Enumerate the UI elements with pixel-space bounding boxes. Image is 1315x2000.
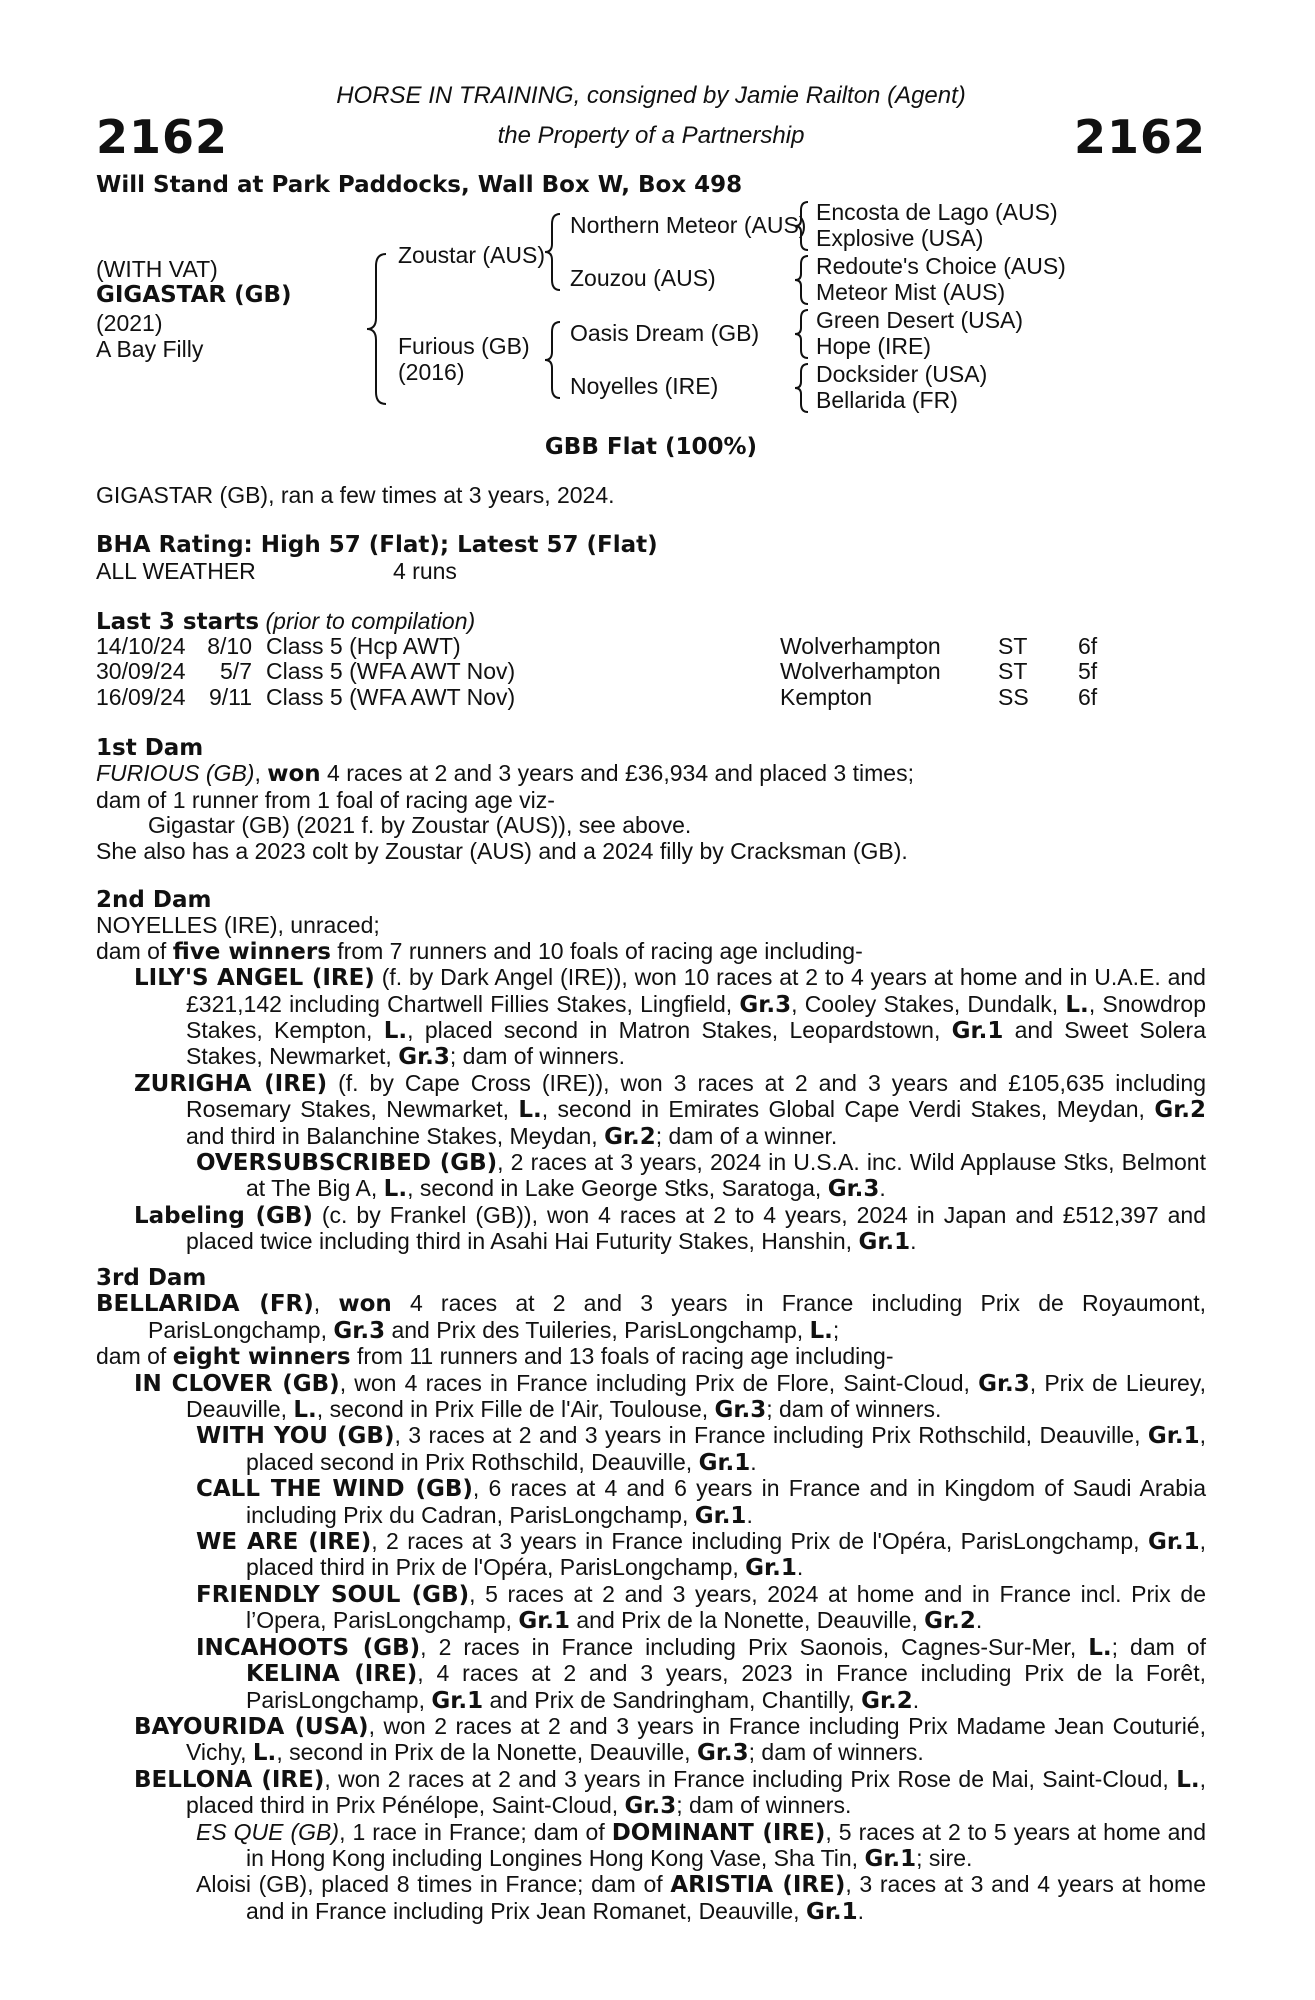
text: dam of — [96, 1343, 173, 1370]
list-item — [96, 1203, 1206, 1256]
text: . — [912, 1686, 920, 1713]
surface-runs: 4 runs — [393, 558, 457, 584]
text: , 2 races at 3 years, 2024 in U.S.A. inc. Wild Applause Stks, Belmont at The Big A, — [246, 1149, 1206, 1202]
progeny-name: ES QUE (GB) — [196, 1818, 340, 1845]
text: ; dam of a winner. — [655, 1122, 838, 1149]
first-dam-line-1: FURIOUS (GB), won 4 races at 2 and 3 years and £36,934 and placed 3 times; — [96, 760, 914, 788]
lot-number-left: 2162 — [96, 110, 229, 164]
start-distance: 6f — [1078, 683, 1098, 710]
text: ; dam of winners. — [676, 1792, 852, 1819]
grade: L. — [1176, 1766, 1200, 1793]
dam-name: Furious (GB) — [398, 333, 530, 359]
grade: L. — [252, 1740, 277, 1767]
grade: Gr.3 — [739, 991, 792, 1018]
text: and third in Balanchine Stakes, Meydan, — [186, 1122, 605, 1149]
grade: Gr.1 — [694, 1502, 747, 1529]
list-item — [96, 1635, 1206, 1714]
first-dam-line-2: dam of 1 runner from 1 foal of racing age viz- — [96, 786, 555, 813]
grade: Gr.1 — [518, 1608, 570, 1635]
start-position: 8/10 — [207, 633, 252, 659]
table-row — [96, 659, 1097, 684]
surface-label: ALL WEATHER — [96, 558, 256, 584]
grade: L. — [1088, 1634, 1112, 1661]
text: ; — [832, 1316, 840, 1343]
grade: Gr.1 — [698, 1449, 751, 1476]
progeny-name: KELINA (IRE) — [246, 1661, 418, 1688]
g-brace-3 — [792, 308, 812, 360]
last-starts-subtitle: (prior to compilation) — [265, 608, 476, 634]
progeny-name: DOMINANT (IRE) — [611, 1819, 826, 1846]
gbb-eligibility: GBB Flat (100%) — [544, 434, 758, 460]
list-item — [96, 965, 1206, 1071]
grade: Gr.3 — [827, 1176, 880, 1203]
grade: Gr.2 — [1154, 1097, 1206, 1124]
grade: Gr.1 — [1147, 1529, 1200, 1556]
text: , won 2 races at 2 and 3 years in France including Prix Madame Jean Couturié, Vichy, — [186, 1712, 1206, 1766]
text: (f. by Cape Cross (IRE)), won 3 races at 2 and 3 years and £105,635 including Rosemary Stakes, Newmarket, — [186, 1069, 1206, 1123]
g-brace-1 — [792, 200, 812, 252]
list-item — [96, 1071, 1206, 1150]
grade: Gr.1 — [951, 1018, 1004, 1045]
grade: Gr.3 — [696, 1740, 749, 1767]
start-date: 30/09/24 — [96, 658, 186, 685]
text: from 7 runners and 10 foals of racing age including- — [330, 937, 863, 964]
progeny-name: LILY'S ANGEL (IRE) — [134, 965, 375, 992]
stand-location: Will Stand at Park Paddocks, Wall Box W, Box 498 — [96, 172, 743, 198]
third-dam-section — [96, 1266, 1206, 1925]
text: , 5 races at 2 to 5 years at home and in Hong Kong including Longines Hong Kong Vase, Sha Tin, — [246, 1818, 1207, 1871]
text: , 4 races at 2 and 3 years, 2023 in France including Prix de la Forêt, ParisLongchamp, — [246, 1660, 1206, 1713]
text: (f. by Dark Angel (IRE)), won 10 races at 2 to 4 years at home and in U.A.E. and £321,142 including Chartwell Fillies Stakes, Lingfield, — [186, 964, 1206, 1017]
progeny-name: OVERSUBSCRIBED (GB) — [196, 1150, 498, 1177]
grade: Gr.2 — [604, 1123, 656, 1150]
start-position: 5/7 — [220, 658, 252, 685]
start-race: Class 5 (Hcp AWT) — [266, 633, 461, 659]
list-item — [96, 1767, 1206, 1820]
progeny-name: Labeling (GB) — [134, 1202, 313, 1229]
text: and Prix des Tuileries, ParisLongchamp, — [385, 1316, 810, 1343]
text: and Sweet Solera Stakes, Newmarket, — [186, 1017, 1206, 1070]
text: . — [796, 1554, 804, 1581]
start-date: 16/09/24 — [96, 683, 186, 710]
first-dam-line-4: She also has a 2023 colt by Zoustar (AUS) and a 2024 filly by Cracksman (GB). — [96, 837, 908, 864]
list-item — [96, 1872, 1206, 1925]
sire-sire: Northern Meteor (AUS) — [570, 212, 807, 238]
table-row — [96, 634, 1097, 659]
third-dam-record: BELLARIDA (FR), won 4 races at 2 and 3 years in France including Prix de Royaumont, ParisLongchamp, Gr.3 and Prix des Tuileries, ParisLongchamp, L.; — [96, 1290, 1207, 1344]
winners-count: five winners — [172, 938, 331, 965]
text: (c. by Frankel (GB)), won 4 races at 2 to 4 years, 2024 in Japan and £512,397 and placed twice including third in Asahi Hai Futurity Stakes, Hanshin, — [186, 1201, 1206, 1255]
list-item — [96, 1714, 1206, 1767]
text: , 1 race in France; dam of — [339, 1818, 612, 1845]
text: , placed second in Matron Stakes, Leopardstown, — [407, 1017, 952, 1044]
text: , 5 races at 2 and 3 years, 2024 at home and in France incl. Prix de l’Opera, ParisLongchamp, — [246, 1580, 1206, 1634]
start-race: Class 5 (WFA AWT Nov) — [266, 683, 516, 710]
ggrand-1: Encosta de Lago (AUS) — [816, 199, 1058, 225]
last-starts-table-wrap — [96, 634, 1097, 710]
progeny-name: ARISTIA (IRE) — [670, 1872, 846, 1899]
start-course: Kempton — [780, 683, 873, 710]
first-dam-record: 4 races at 2 and 3 years and £36,934 and placed 3 times; — [320, 760, 914, 787]
sire-brace — [542, 212, 564, 292]
start-going: SS — [998, 683, 1029, 710]
start-course: Wolverhampton — [780, 658, 941, 685]
property-line: the Property of a Partnership — [497, 122, 805, 149]
vat-note: (WITH VAT) — [96, 256, 218, 282]
first-dam-title: 1st Dam — [96, 735, 204, 761]
text: , second in Prix de la Nonette, Deauville, — [276, 1739, 697, 1766]
text: , 6 races at 4 and 6 years in France and in Kingdom of Saudi Arabia including Prix du Cadran, ParisLongchamp, — [246, 1475, 1206, 1528]
text: from 11 runners and 13 foals of racing age including- — [350, 1343, 894, 1370]
grade: L. — [383, 1176, 408, 1203]
grade: Gr.1 — [805, 1898, 858, 1925]
last-starts-title: Last 3 starts — [96, 609, 260, 635]
grade: Gr.1 — [745, 1555, 797, 1582]
text: . — [879, 1175, 886, 1202]
progeny-name: IN CLOVER (GB) — [134, 1370, 340, 1397]
list-item — [96, 1423, 1206, 1476]
grade: Gr.1 — [864, 1845, 917, 1872]
grade: L. — [518, 1097, 542, 1124]
text: , 3 races at 3 and 4 years at home and in France including Prix Jean Romanet, Deauville, — [246, 1871, 1206, 1924]
text: , won 4 races in France including Prix de Flore, Saint-Cloud, — [339, 1369, 979, 1396]
text: ; dam of — [1111, 1633, 1206, 1660]
text: , second in Prix Fille de l'Air, Toulouse, — [316, 1396, 715, 1423]
grade: Gr.2 — [861, 1687, 913, 1714]
won-label: won — [267, 761, 321, 788]
start-position: 9/11 — [208, 683, 252, 710]
text: ; dam of winners. — [766, 1396, 942, 1423]
pedigree-brace-main — [364, 252, 390, 406]
text: , second in Emirates Global Cape Verdi Stakes, Meydan, — [541, 1096, 1155, 1123]
list-item — [96, 1529, 1206, 1582]
progeny-name: BAYOURIDA (USA) — [134, 1713, 369, 1740]
ggrand-8: Bellarida (FR) — [816, 387, 958, 413]
race-summary: GIGASTAR (GB), ran a few times at 3 years, 2024. — [96, 482, 615, 508]
text: , second in Lake George Stks, Saratoga, — [407, 1175, 828, 1202]
grade: L. — [809, 1317, 833, 1344]
text: ; dam of winners. — [449, 1043, 626, 1070]
text: , placed 8 times in France; dam of — [307, 1871, 671, 1898]
text: . — [857, 1897, 865, 1924]
progeny-name: WITH YOU (GB) — [196, 1423, 395, 1450]
progeny-name: Aloisi (GB) — [196, 1871, 308, 1898]
dam-sire: Oasis Dream (GB) — [570, 320, 760, 346]
start-distance: 6f — [1078, 633, 1098, 659]
second-dam-line-1: NOYELLES (IRE), unraced; — [96, 912, 380, 939]
second-dam-title: 2nd Dam — [96, 887, 212, 913]
text: 4 races at 2 and 3 years in France including Prix de Royaumont, ParisLongchamp, — [148, 1290, 1207, 1343]
grade: Gr.1 — [431, 1687, 484, 1714]
table-row — [96, 685, 1097, 710]
second-dam-section — [96, 888, 1206, 1256]
list-item — [96, 1150, 1206, 1203]
progeny-name: BELLONA (IRE) — [134, 1766, 325, 1793]
grade: L. — [293, 1397, 317, 1424]
dam-brace — [542, 320, 564, 400]
last-starts-heading — [96, 608, 475, 635]
list-item — [96, 1476, 1206, 1529]
horse-description: A Bay Filly — [96, 336, 204, 362]
ggrand-7: Docksider (USA) — [816, 361, 988, 387]
horse-name: GIGASTAR (GB) — [96, 282, 292, 308]
text: , 2 races in France including Prix Saonois, Cagnes-Sur-Mer, — [420, 1633, 1089, 1660]
grade: Gr.3 — [333, 1317, 386, 1344]
progeny-name: WE ARE (IRE) — [196, 1529, 372, 1556]
text: . — [910, 1228, 917, 1255]
progeny-name: CALL THE WIND (GB) — [196, 1476, 473, 1503]
catalogue-page — [96, 0, 1206, 2000]
text: ; sire. — [916, 1844, 973, 1871]
sire-dam: Zouzou (AUS) — [570, 265, 716, 291]
ggrand-2: Explosive (USA) — [816, 225, 984, 251]
progeny-name: FRIENDLY SOUL (GB) — [196, 1581, 470, 1608]
ggrand-3: Redoute's Choice (AUS) — [816, 253, 1066, 279]
list-item — [96, 1371, 1206, 1424]
consignor-line: HORSE IN TRAINING, consigned by Jamie Railton (Agent) — [336, 82, 966, 109]
progeny-name: INCAHOOTS (GB) — [196, 1634, 421, 1661]
third-dam-produce-line — [96, 1344, 1206, 1370]
ggrand-6: Hope (IRE) — [816, 333, 932, 359]
text: , 2 races at 3 years in France including Prix de l'Opéra, ParisLongchamp, — [371, 1528, 1148, 1555]
first-dam-section — [96, 736, 1206, 864]
third-dam-title: 3rd Dam — [96, 1265, 207, 1291]
start-going: ST — [998, 658, 1028, 685]
grade: L. — [383, 1018, 408, 1045]
grade: Gr.1 — [1147, 1423, 1200, 1450]
start-date: 14/10/24 — [96, 633, 186, 659]
grade: Gr.3 — [398, 1044, 450, 1071]
ggrand-5: Green Desert (USA) — [816, 307, 1024, 333]
grade: Gr.1 — [858, 1229, 911, 1256]
text: and Prix de la Nonette, Deauville, — [570, 1607, 925, 1634]
horse-year: (2021) — [96, 310, 163, 336]
text: . — [746, 1501, 753, 1528]
lot-number-right: 2162 — [1073, 110, 1206, 164]
first-dam-foal: Gigastar (GB) (2021 f. by Zoustar (AUS)), see above. — [148, 812, 692, 839]
winners-count: eight winners — [172, 1344, 351, 1371]
dam-dam: Noyelles (IRE) — [570, 373, 719, 399]
third-dam-name: BELLARIDA (FR) — [96, 1291, 314, 1318]
second-dam-line-2 — [96, 939, 1206, 965]
start-course: Wolverhampton — [780, 633, 941, 659]
text: , Prix de Lieurey, Deauville, — [186, 1369, 1206, 1423]
progeny-name: ZURIGHA (IRE) — [134, 1070, 328, 1097]
start-race: Class 5 (WFA AWT Nov) — [266, 658, 516, 685]
dam-year: (2016) — [398, 359, 465, 385]
text: , placed third in Prix de l'Opéra, ParisLongchamp, — [246, 1528, 1207, 1581]
grade: L. — [1065, 991, 1089, 1018]
g-brace-4 — [792, 362, 812, 414]
won-label: won — [338, 1291, 392, 1318]
text: , placed third in Prix Pénélope, Saint-Cloud, — [186, 1765, 1206, 1819]
text: dam of — [96, 937, 173, 964]
grade: Gr.3 — [714, 1397, 767, 1424]
text: , 3 races at 2 and 3 years in France including Prix Rothschild, Deauville, — [394, 1422, 1148, 1449]
ggrand-4: Meteor Mist (AUS) — [816, 279, 1006, 305]
grade: Gr.2 — [924, 1608, 976, 1635]
text: ; dam of winners. — [748, 1739, 924, 1766]
sire-name: Zoustar (AUS) — [398, 242, 545, 268]
text: , placed second in Prix Rothschild, Deauville, — [246, 1422, 1206, 1475]
bha-rating: BHA Rating: High 57 (Flat); Latest 57 (Flat) — [96, 532, 658, 558]
text: and Prix de Sandringham, Chantilly, — [483, 1686, 862, 1713]
list-item — [96, 1582, 1206, 1635]
last-starts-table — [96, 634, 1097, 710]
start-going: ST — [998, 633, 1028, 659]
grade: Gr.3 — [978, 1370, 1030, 1397]
list-item — [96, 1820, 1206, 1873]
text: . — [750, 1448, 757, 1475]
grade: Gr.3 — [624, 1793, 677, 1820]
text: , won 2 races at 2 and 3 years in France including Prix Rose de Mai, Saint-Cloud, — [324, 1765, 1177, 1792]
text: , Cooley Stakes, Dundalk, — [791, 990, 1066, 1017]
first-dam-name: FURIOUS (GB) — [96, 760, 255, 787]
g-brace-2 — [792, 254, 812, 306]
text: . — [975, 1607, 983, 1634]
start-distance: 5f — [1078, 658, 1098, 685]
text: , Snowdrop Stakes, Kempton, — [186, 990, 1206, 1044]
